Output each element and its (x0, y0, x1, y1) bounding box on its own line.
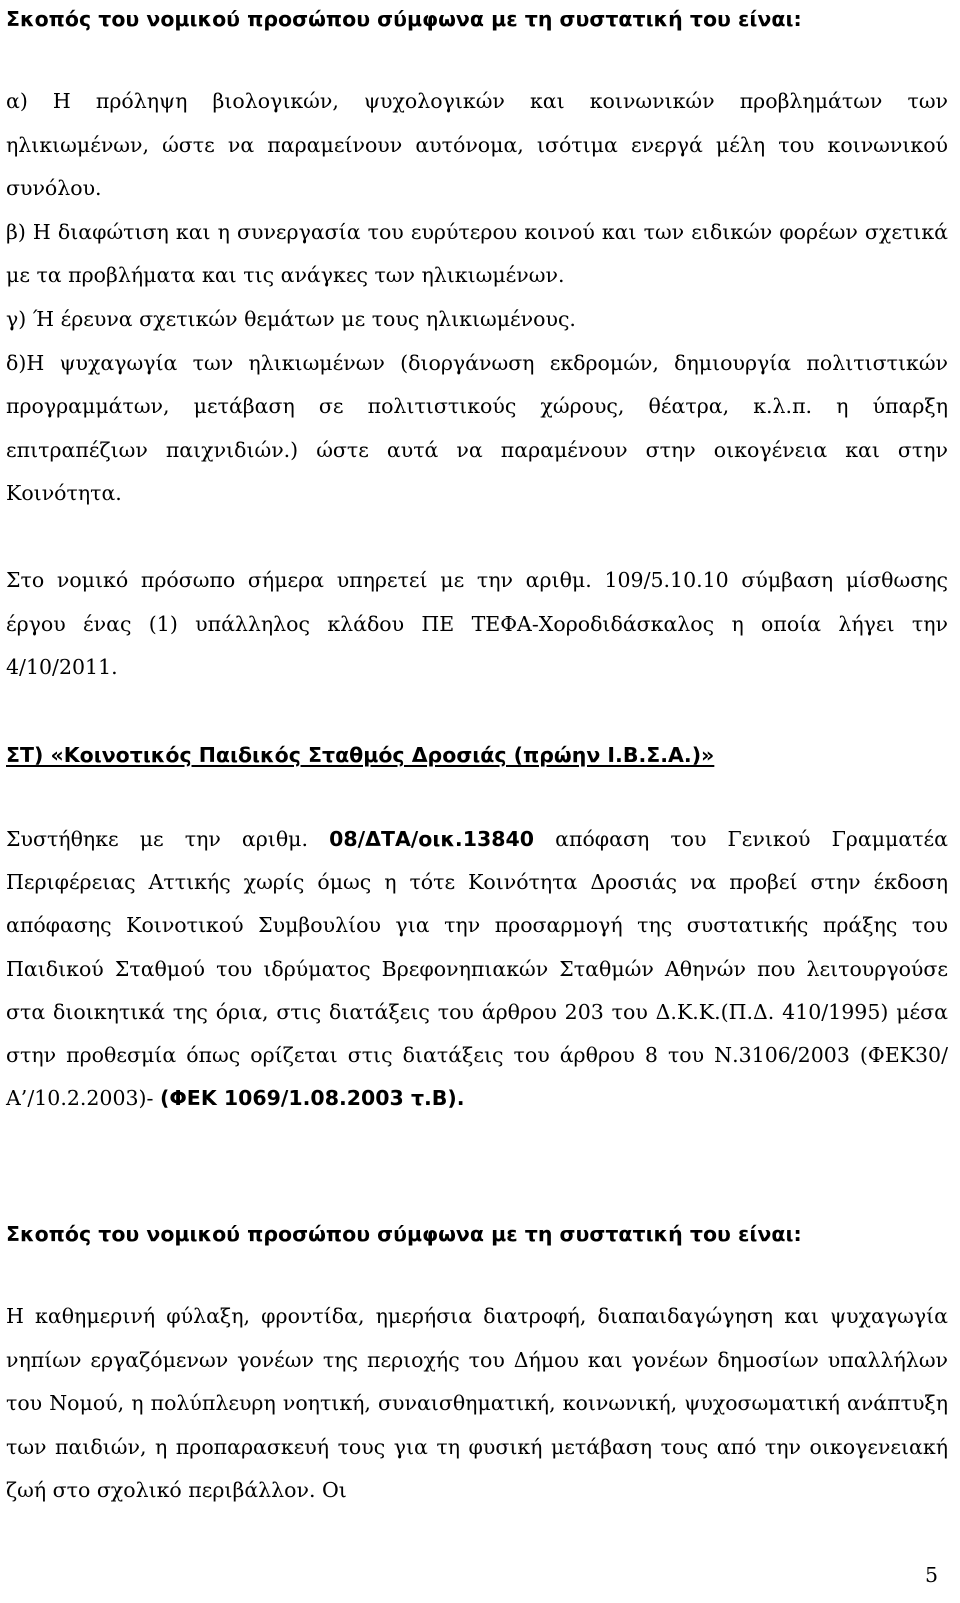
founding-paragraph (6, 818, 948, 1120)
purpose-item-a: α) Η πρόληψη βιολογικών, ψυχολογικών και κοινωνικών προβλημάτων των ηλικιωμένων, ώστε να παραμείνουν αυτόνομα, ισότιμα ενεργά μέλη του κοινωνικού συνόλου. (6, 89, 948, 201)
purpose-item-b: β) Η διαφώτιση και η συνεργασία του ευρύτερου κοινού και των ειδικών φορέων σχετικά με τα προβλήματα και τις ανάγκες των ηλικιωμένων. (6, 219, 948, 288)
purpose-item-c: γ) Ή έρευνα σχετικών θεμάτων με τους ηλικιωμένους. (6, 306, 576, 331)
staffing-paragraph: Στο νομικό πρόσωπο σήμερα υπηρετεί με την αριθμ. 109/5.10.10 σύμβαση μίσθωσης έργου ένας (1) υπάλληλος κλάδου ΠΕ ΤΕΦΑ-Χοροδιδάσκαλος η οποία λήγει την 4/10/2011. (6, 568, 948, 680)
founding-body: απόφαση του Γενικού Γραμματέα Περιφέρειας Αττικής χωρίς όμως η τότε Κοινότητα Δροσιάς να προβεί στην έκδοση απόφασης Κοινοτικού Συμβουλίου για την προσαρμογή της συστατικής πράξης του Παιδικού Σταθμού του ιδρύματος Βρεφονηπιακών Σταθμών Αθηνών που λειτουργούσε στα διοικητικά της όρια, στις διατάξεις του άρθρου 203 του Δ.Κ.Κ.(Π.Δ. 410/1995) μέσα στην προθεσμία όπως ορίζεται στις διατάξεις του άρθρου 8 του Ν.3106/2003 (ΦΕΚ30/Α’/10.2.2003)- (6, 827, 948, 1111)
page-number: 5 (924, 1563, 938, 1587)
decision-reference: 08/ΔΤΑ/οικ.13840 (329, 827, 535, 851)
section-heading-purpose: Σκοπός του νομικού προσώπου σύμφωνα με τη συστατική του είναι: (6, 7, 802, 31)
purpose-item-d: δ)Η ψυχαγωγία των ηλικιωμένων (διοργάνωση εκδρομών, δημιουργία πολιτιστικών προγραμμάτων, μετάβαση σε πολιτιστικούς χώρους, θέατρα, κ.λ.π. η ύπαρξη επιτραπέζιων παιχνιδιών.) ώστε αυτά να παραμένουν στην οικογένεια και στην Κοινότητα. (6, 350, 948, 506)
section-title-nursery: ΣΤ) «Κοινοτικός Παιδικός Σταθμός Δροσιάς (πρώην Ι.Β.Σ.Α.)» (6, 743, 715, 767)
gazette-reference: (ΦΕΚ 1069/1.08.2003 τ.Β). (160, 1086, 465, 1111)
purpose-list (6, 80, 948, 516)
nursery-purpose-paragraph: Η καθημερινή φύλαξη, φροντίδα, ημερήσια διατροφή, διαπαιδαγώγηση και ψυχαγωγία νηπίων εργαζόμενων γονέων της περιοχής του Δήμου και γονέων δημοσίων υπαλλήλων του Νομού, η πολύπλευρη νοητική, συναισθηματική, κοινωνική, ψυχοσωματική ανάπτυξη των παιδιών, η προπαρασκευή τους για τη φυσική μετάβαση τους από την οικογενειακή ζωή στο σχολικό περιβάλλον. Οι (6, 1304, 948, 1503)
section-heading-purpose-nursery: Σκοπός του νομικού προσώπου σύμφωνα με τη συστατική του είναι: (6, 1222, 802, 1246)
founding-intro: Συστήθηκε με την αριθμ. (6, 827, 330, 851)
